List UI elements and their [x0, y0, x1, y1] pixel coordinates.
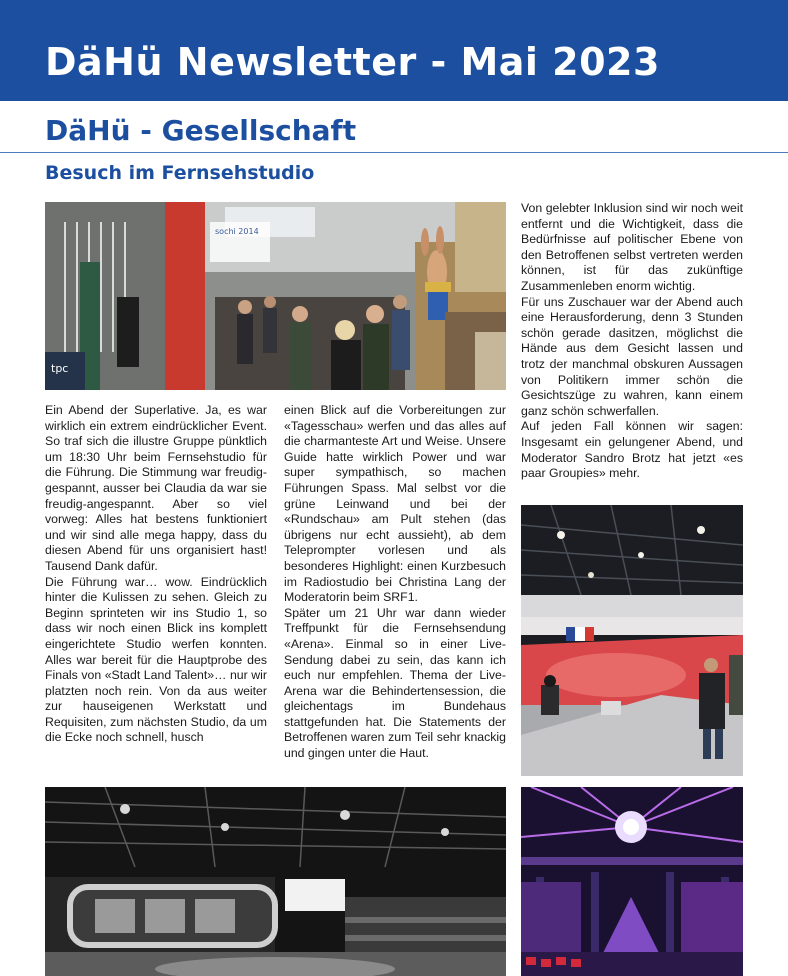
newsletter-banner: [0, 0, 788, 101]
photo-studio-set: [45, 787, 506, 976]
photo-arena-studio: [521, 505, 743, 776]
paragraph: einen Blick auf die Vorbereitungen zur «Tagesschau» werfen und das alles auf die charmanteste Art und Weise. Unsere Guide hatte wirklich Power und war super sympathisch, so machen Führungen Spass. Mal selbst vor die grüne Leinwand und bei der «Rundschau» am Pult stehen (das übrigens nur echt aussieht), ab dem Teleprompter vorlesen und als besonderes Highlight: einen Kurzbesuch im Radiostudio bei Christina Lang der Moderatorin beim SRF1.: [284, 403, 506, 605]
paragraph: Auf jeden Fall können wir sagen: Insgesamt ein gelungener Abend, und Moderator Sandro Brotz hat jetzt «es paar Groupies» mehr.: [521, 419, 743, 481]
article-column-1: [45, 403, 267, 746]
section-divider: [0, 152, 788, 153]
article-column-3: [521, 201, 743, 482]
paragraph: Die Führung war… wow. Eindrücklich hinter die Kulissen zu sehen. Gleich zu Beginn sprinteten wir ins Studio 1, so dass wir noch einen Blick ins komplett eingerichtete Studio werfen konnten. Alles war bereit für die Hauptprobe des Finals von «Stadt Land Talent»… nur wir platzten noch rein. Von da aus weiter zur hauseigenen Werkstatt und Requisiten, zum nächsten Studio, da um die Ecke noch schnell, husch: [45, 574, 267, 745]
paragraph: Ein Abend der Superlative. Ja, es war wirklich ein extrem eindrücklicher Event. So traf sich die illustre Gruppe pünktlich um 18:30 Uhr beim Fernsehstudio für die Führung. Die Stimmung war freudig-gespannt, ausser bei Claudia da war sie freudig-angespannt. Aber so viel vorweg: Alles hat bestens funktioniert und wir sind alle mega happy, dass du diesen Abend für uns organisiert hast! Tausend Dank dafür.: [45, 403, 267, 573]
article-heading: Besuch im Fernsehstudio: [45, 162, 315, 184]
paragraph: Für uns Zuschauer war der Abend auch eine Herausforderung, denn 3 Stunden schön gerade dasitzen, möglichst die Hände aus dem Gesicht lassen und trotz der manchmal obskuren Aussagen von Politikern immer schön die Gesichtszüge zu wahren, kann einem ganz schön schwerfallen.: [521, 294, 743, 418]
photo-show-stage: [521, 787, 743, 976]
article-column-2: [284, 403, 506, 762]
photo-workshop-tour: [45, 202, 506, 390]
paragraph: Später um 21 Uhr war dann wieder Treffpunkt für die Fernsehsendung «Arena». Einmal so in einer Live-Sendung dabei zu sein, das kann ich euch nur empfehlen. Thema der Live-Arena war die Behindertensession, die gleichentags im Bundehaus stattgefunden hat. Die Statements der Betroffenen waren zum Teil sehr knackig und gingen unter die Haut.: [284, 605, 506, 761]
section-title: DäHü - Gesellschaft: [45, 114, 357, 147]
tpc-sign-text: tpc: [51, 362, 69, 375]
newsletter-title: DäHü Newsletter - Mai 2023: [45, 40, 660, 84]
paragraph: Von gelebter Inklusion sind wir noch weit entfernt und die Wichtigkeit, dass die Bedürfnisse auf politischer Ebene von den Betroffenen selbst vertreten werden können, ist für das zukünftige Zusammenleben enorm wichtig.: [521, 201, 743, 293]
sochi-sign-text: sochi 2014: [215, 227, 259, 236]
